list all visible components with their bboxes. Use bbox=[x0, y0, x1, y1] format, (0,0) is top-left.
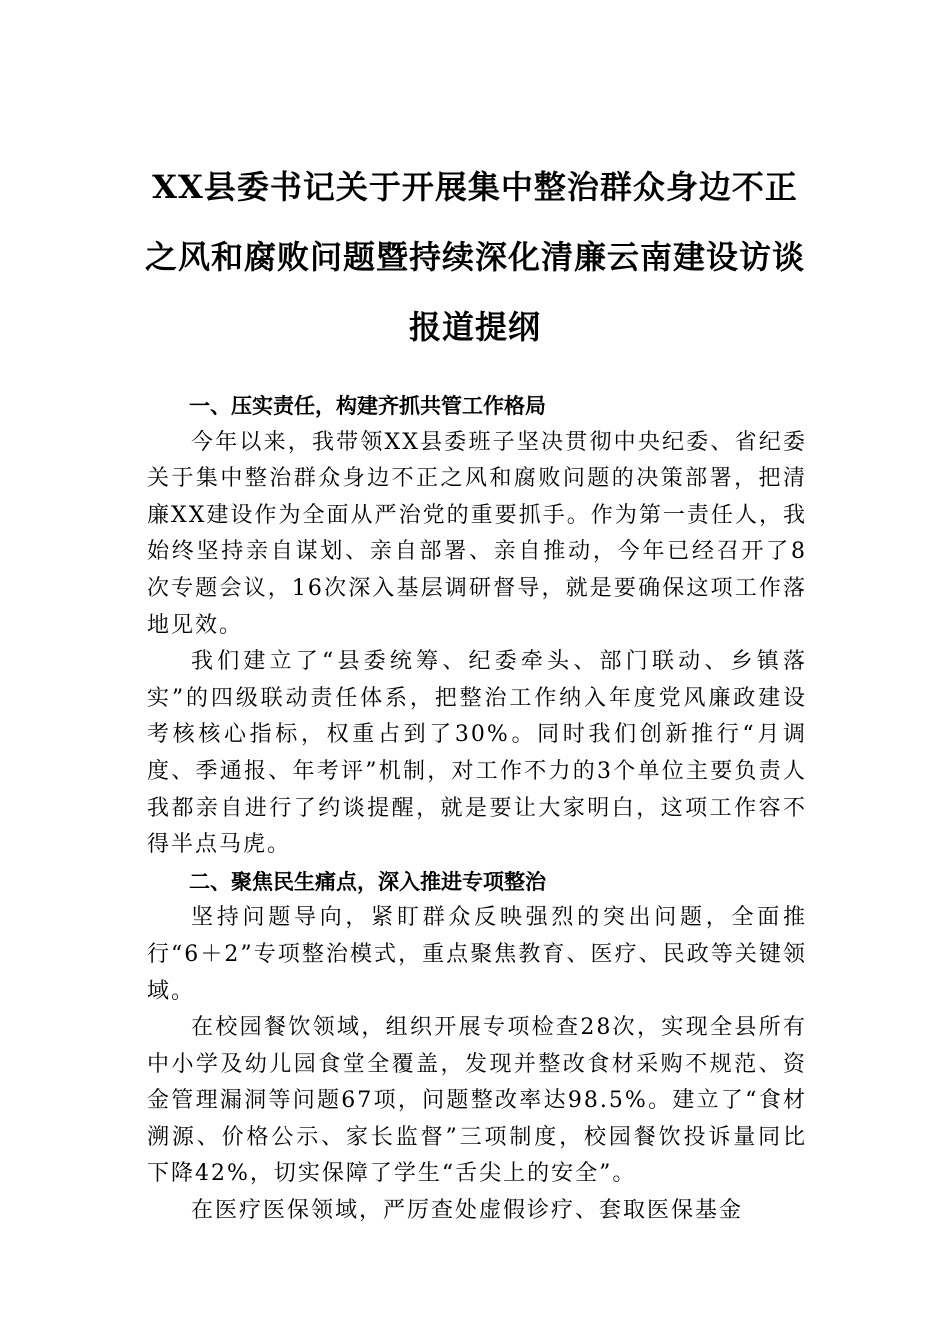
section-heading: 一、压实责任，构建齐抓共管工作格局 bbox=[189, 394, 546, 418]
paragraph: 在医疗医保领域，严厉查处虚假诊疗、套取医保基金 bbox=[191, 1198, 744, 1224]
document-title: XX县委书记关于开展集中整治群众身边不正之风和腐败问题暨持续深化清廉云南建设访谈报道提纲 bbox=[144, 168, 805, 346]
section-heading: 二、聚焦民生痛点，深入推进专项整治 bbox=[189, 869, 546, 894]
paragraph: 今年以来，我带领XX县委班子坚决贯彻中央纪委、省纪委关于集中整治群众身边不正之风和腐败问题的决策部署，把清廉XX建设作为全面从严治党的重要抓手。作为第一责任人，我始终坚持亲自谋划、亲自部署、亲自推动，今年已经召开了8次专题会议，16次深入基层调研督导，就是要确保这项工作落地见效。 bbox=[147, 429, 807, 638]
paragraph: 坚持问题导向，紧盯群众反映强烈的突出问题，全面推行“6＋2”专项整治模式，重点聚焦教育、医疗、民政等关键领域。 bbox=[147, 905, 807, 1004]
section-1 bbox=[147, 388, 807, 864]
paragraph: 在校园餐饮领域，组织开展专项检查28次，实现全县所有中小学及幼儿园食堂全覆盖，发现并整改食材采购不规范、资金管理漏洞等问题67项，问题整改率达98.5%。建立了“食材溯源、价格公示、家长监督”三项制度，校园餐饮投诉量同比下降42%，切实保障了学生“舌尖上的安全”。 bbox=[147, 1015, 807, 1187]
section-2 bbox=[147, 864, 807, 1230]
document-body bbox=[147, 388, 807, 1230]
paragraph: 我们建立了“县委统筹、纪委牵头、部门联动、乡镇落实”的四级联动责任体系，把整治工作纳入年度党风廉政建设考核核心指标，权重占到了30%。同时我们创新推行“月调度、季通报、年考评”机制，对工作不力的3个单位主要负责人我都亲自进行了约谈提醒，就是要让大家明白，这项工作容不得半点马虎。 bbox=[147, 649, 807, 858]
